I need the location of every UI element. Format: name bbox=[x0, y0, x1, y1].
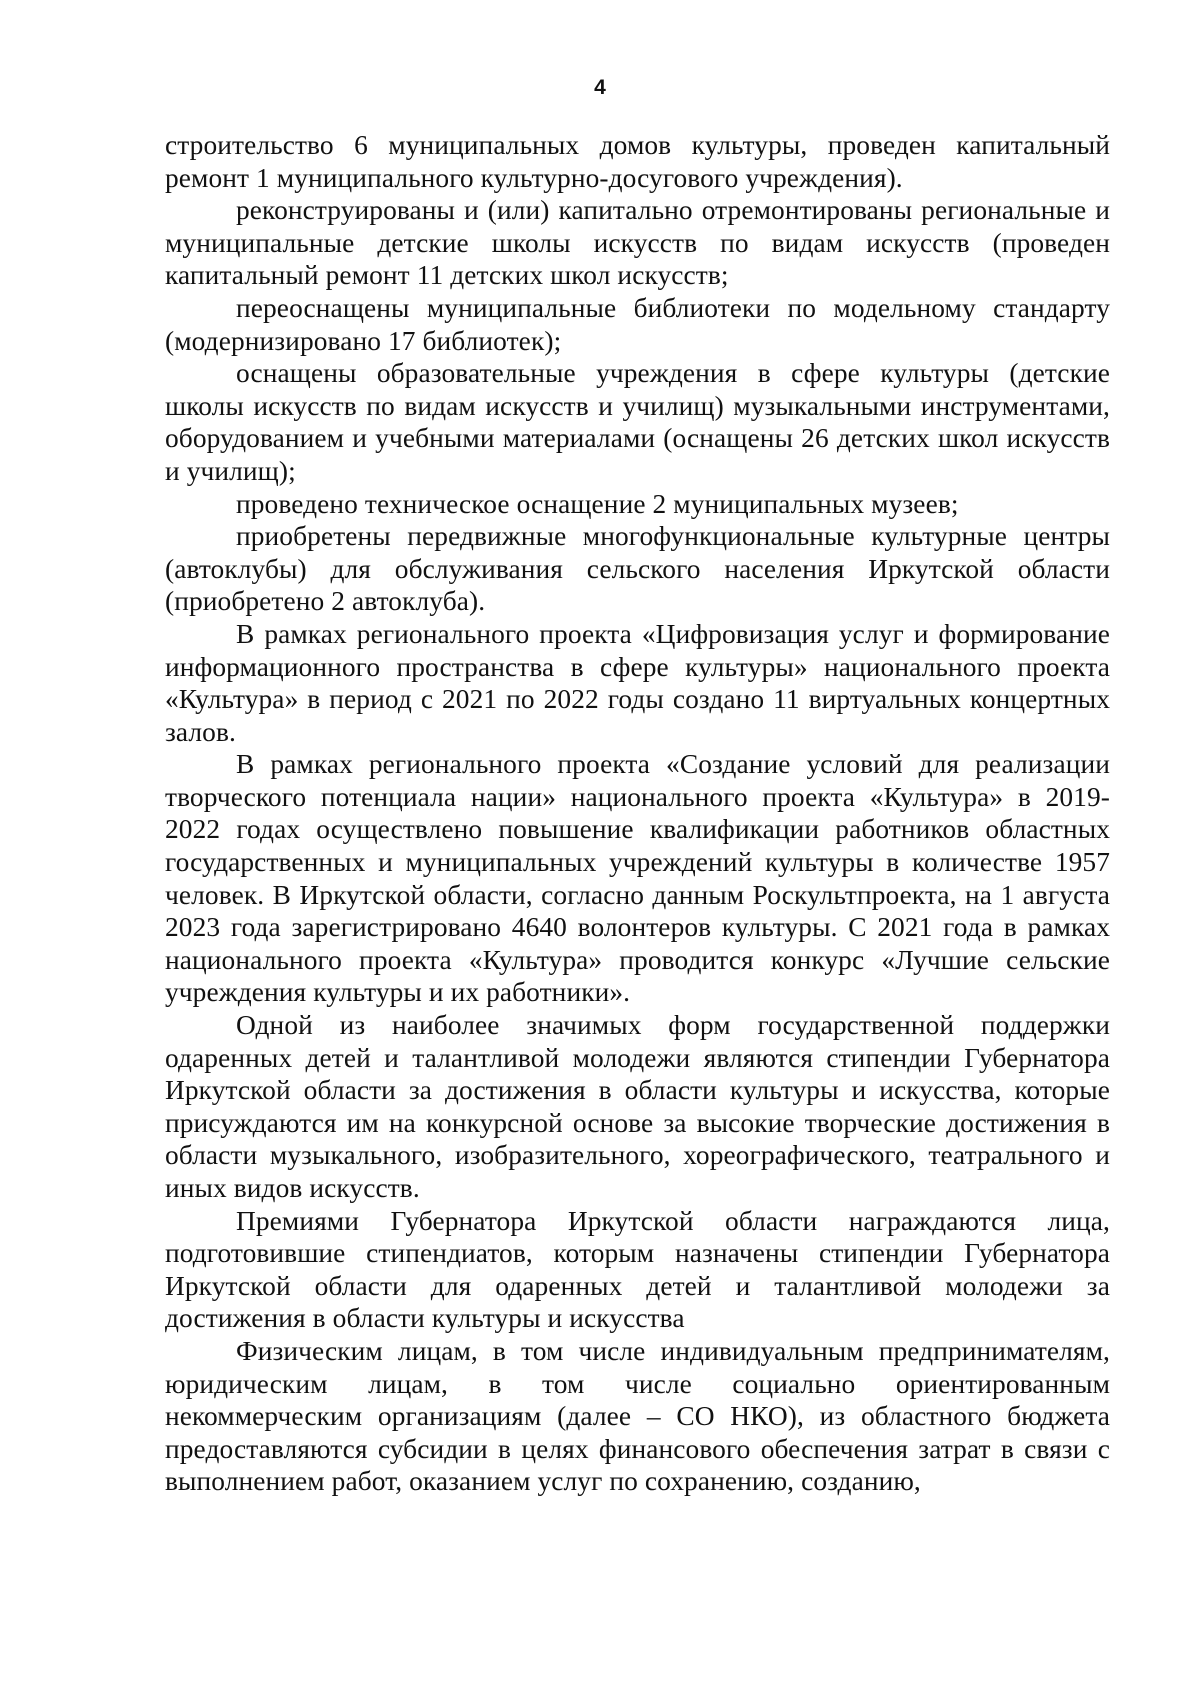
page-number: 4 bbox=[594, 76, 606, 99]
paragraph-schools-repair: реконструированы и (или) капитально отремонтированы региональные и муниципальные детские школы искусств по видам искусств (проведен капитальный ремонт 11 детских школ искусств; bbox=[165, 195, 1110, 291]
paragraph-autoclubs: приобретены передвижные многофункциональные культурные центры (автоклубы) для обслуживания сельского населения Иркутской области (приобретено 2 автоклуба). bbox=[165, 521, 1110, 617]
document-body bbox=[165, 129, 1110, 1498]
paragraph-equipment: оснащены образовательные учреждения в сфере культуры (детские школы искусств по видам искусств и училищ) музыкальными инструментами, оборудованием и учебными материалами (оснащены 26 детских школ искусств и училищ); bbox=[165, 358, 1110, 486]
paragraph-subsidies: Физическим лицам, в том числе индивидуальным предпринимателям, юридическим лицам, в том числе социально ориентированным некоммерческим организациям (далее – СО НКО), из областного бюджета предоставляются субсидии в целях финансового обеспечения затрат в связи с выполнением работ, оказанием услуг по сохранению, созданию, bbox=[165, 1335, 1110, 1497]
paragraph-digitalization: В рамках регионального проекта «Цифровизация услуг и формирование информационного пространства в сфере культуры» национального проекта «Культура» в период с 2021 по 2022 годы создано 11 виртуальных концертных залов. bbox=[165, 618, 1110, 747]
paragraph-creative-potential: В рамках регионального проекта «Создание условий для реализации творческого потенциала нации» национального проекта «Культура» в 2019-2022 годах осуществлено повышение квалификации работников областных государственных и муниципальных учреждений культуры в количестве 1957 человек. В Иркутской области, согласно данным Роскультпроекта, на 1 августа 2023 года зарегистрировано 4640 волонтеров культуры. С 2021 года в рамках национального проекта «Культура» проводится конкурс «Лучшие сельские учреждения культуры и их работники». bbox=[165, 749, 1110, 1008]
paragraph-museums: проведено техническое оснащение 2 муниципальных музеев; bbox=[236, 488, 959, 519]
paragraph-scholarships: Одной из наиболее значимых форм государственной поддержки одаренных детей и талантливой молодежи являются стипендии Губернатора Иркутской области за достижения в области культуры и искусства, которые присуждаются им на конкурсной основе за высокие творческие достижения в области музыкального, изобразительного, хореографического, театрального и иных видов искусств. bbox=[165, 1010, 1110, 1203]
paragraph-continuation: строительство 6 муниципальных домов культуры, проведен капитальный ремонт 1 муниципального культурно-досугового учреждения). bbox=[165, 130, 1110, 193]
paragraph-governor-awards: Премиями Губернатора Иркутской области награждаются лица, подготовившие стипендиатов, которым назначены стипендии Губернатора Иркутской области для одаренных детей и талантливой молодежи за достижения в области культуры и искусства bbox=[165, 1205, 1110, 1334]
paragraph-libraries: переоснащены муниципальные библиотеки по модельному стандарту (модернизировано 17 библиотек); bbox=[165, 292, 1110, 356]
